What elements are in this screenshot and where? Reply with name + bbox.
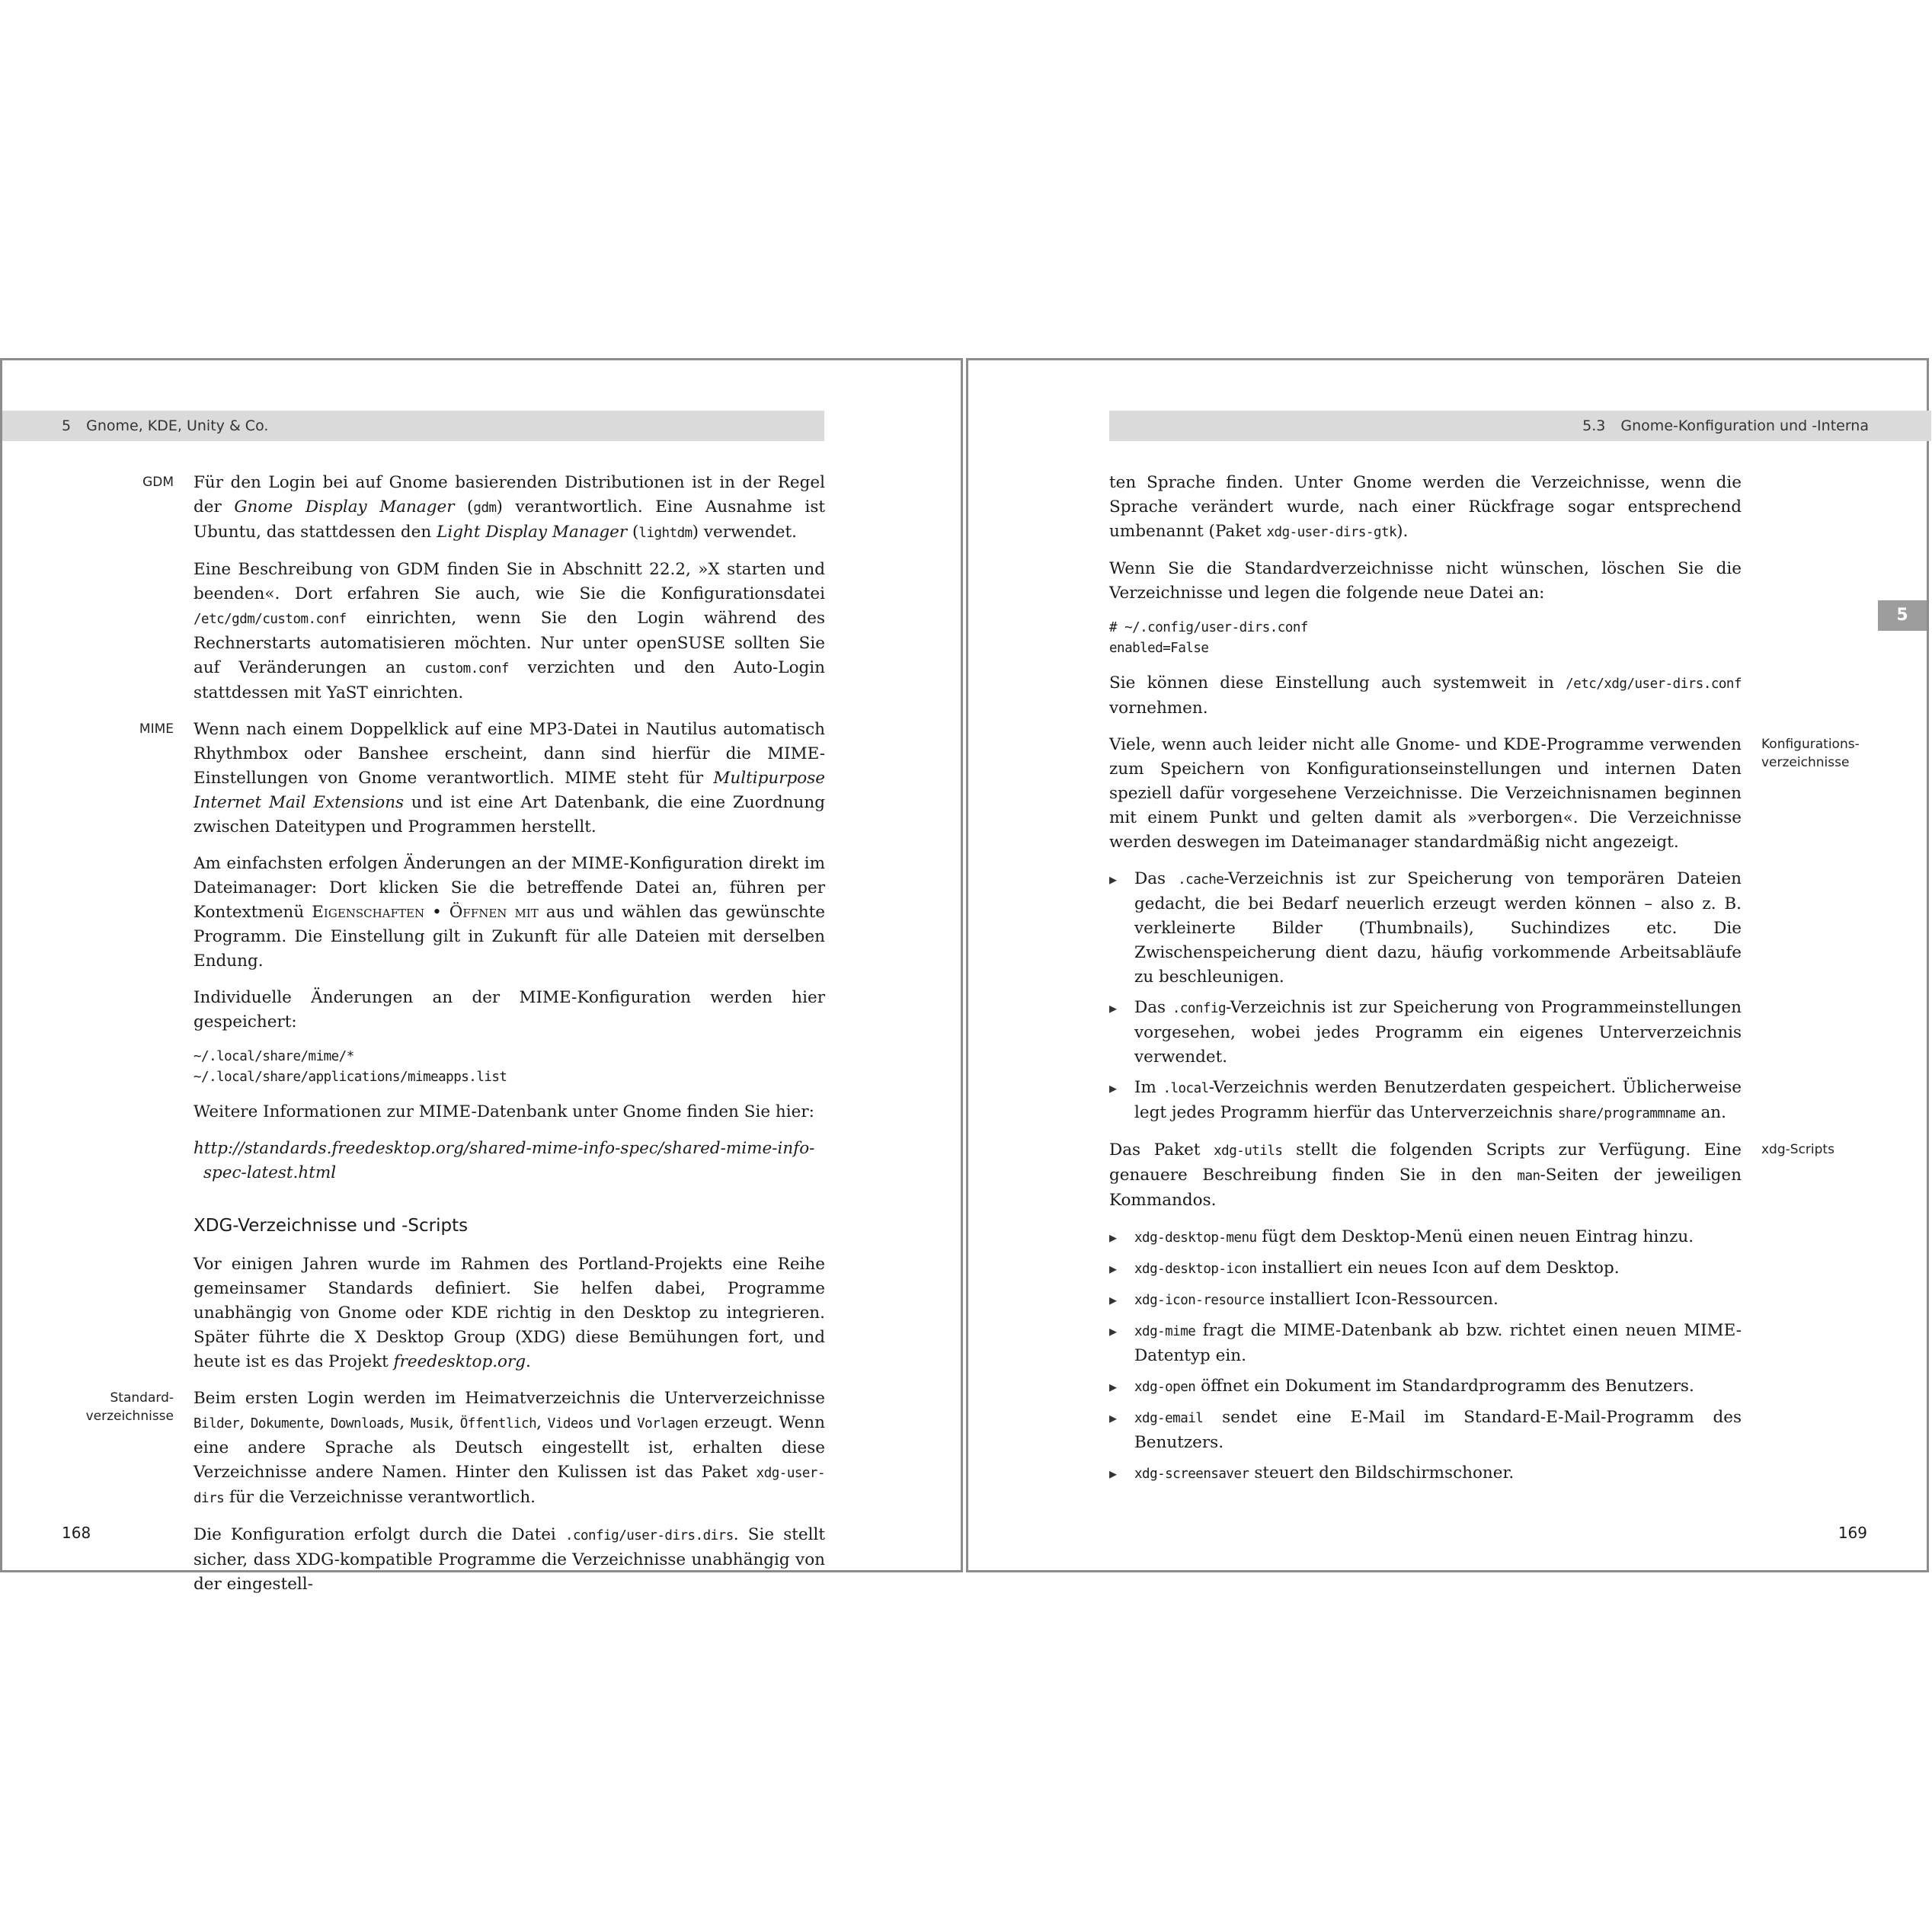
paragraph-xdg-scripts: xdg-Scripts Das Paket xdg-utils stellt die folgenden Scripts zur Verfügung. Eine genauere Beschreibung finden Sie in den man-Seiten der jeweiligen Kommandos. bbox=[1109, 1138, 1742, 1213]
bullet-list-directories bbox=[1109, 867, 1742, 1126]
paragraph-mime: MIME Wenn nach einem Doppelklick auf eine MP3-Datei in Nautilus automatisch Rhythmbox oder Banshee erscheint, dann sind hierfür die MIME-Einstellungen von Gnome verantwortlich. MIME steht für Multipurpose Internet Mail Extensions und ist eine Art Datenbank, die eine Zuordnung zwischen Dateitypen und Programmen herstellt. bbox=[194, 718, 825, 840]
margin-note-mime: MIME bbox=[139, 721, 174, 737]
list-item: ▸ xdg-mime fragt die MIME-Datenbank ab bzw. richtet einen neuen MIME-Datentyp ein. bbox=[1109, 1319, 1742, 1368]
right-page bbox=[966, 358, 1929, 1572]
margin-note-konfigurationsverzeichnisse: Konfigurations- verzeichnisse bbox=[1761, 737, 1860, 770]
list-item: ▸ xdg-icon-resource installiert Icon-Ressourcen. bbox=[1109, 1287, 1742, 1313]
section-number: 5.3 bbox=[1582, 417, 1606, 434]
paragraph-mime-4: Weitere Informationen zur MIME-Datenbank unter Gnome finden Sie hier: bbox=[194, 1102, 814, 1121]
right-body bbox=[1109, 471, 1860, 1499]
paragraph-gdm-2: Eine Beschreibung von GDM finden Sie in Abschnitt 22.2, »X starten und beenden«. Dort erfahren Sie auch, wie Sie die Konfigurationsdatei /etc/gdm/custom.conf einrichten, wenn Sie den Login während des Rechnerstarts automatisieren möchten. Nur unter openSUSE sollten Sie auf Veränderungen an custom.conf verzichten und den Auto-Login stattdessen mit YaST einrichten. bbox=[194, 560, 825, 702]
list-item: ▸ xdg-email sendet eine E-Mail im Standard-E-Mail-Programm des Benutzers. bbox=[1109, 1406, 1742, 1455]
list-item: ▸ Das .cache-Verzeichnis ist zur Speicherung von temporären Dateien gedacht, die bei Bedarf neuerlich erzeugt werden können – also z. B. verkleinerte Bilder (Thumbnails), Suchindizes etc. Die Zwischenspeicherung dient dazu, häufig vorkommende Arbeitsabläufe zu beschleunigen. bbox=[1109, 867, 1742, 990]
paragraph-standardverzeichnisse: Standard- verzeichnisse Beim ersten Login werden im Heimatverzeichnis die Unterverzeichnisse Bilder, Dokumente, Downloads, Musik, Öffentlich, Videos und Vorlagen erzeugt. Wenn eine andere Sprache als Deutsch eingestellt ist, erhalten diese Verzeichnisse andere Namen. Hinter den Kulissen ist das Paket xdg-user-dirs für die Verzeichnisse verantwortlich. bbox=[194, 1387, 825, 1511]
left-page bbox=[0, 358, 963, 1594]
list-item: ▸ Das .config-Verzeichnis ist zur Speicherung von Programmeinstellungen vorgesehen, wobei jedes Programm ein eigenes Unterverzeichnis verwendet. bbox=[1109, 996, 1742, 1070]
paragraph-konfiguration: Die Konfiguration erfolgt durch die Datei .config/user-dirs.dirs. Sie stellt sicher, dass XDG-kompatible Programme die Verzeichnisse unabhängig von der eingestell- bbox=[194, 1525, 825, 1594]
left-body bbox=[85, 471, 826, 1609]
bullet-list-scripts bbox=[1109, 1225, 1742, 1486]
chapter-title: Gnome, KDE, Unity & Co. bbox=[86, 417, 269, 434]
code-block-mime: ~/.local/share/mime/* ~/.local/share/applications/mimeapps.list bbox=[194, 1049, 507, 1085]
section-heading: XDG-Verzeichnisse und -Scripts bbox=[194, 1216, 469, 1236]
margin-note-xdg-scripts: xdg-Scripts bbox=[1761, 1142, 1834, 1157]
list-item: ▸ xdg-open öffnet ein Dokument im Standardprogramm des Benutzers. bbox=[1109, 1374, 1742, 1399]
url-link: http://standards.freedesktop.org/shared-mime-info-spec/shared-mime-info-spec-latest.html bbox=[194, 1139, 815, 1182]
paragraph-xdg: Vor einigen Jahren wurde im Rahmen des Portland-Projekts eine Reihe gemeinsamer Standards definiert. Sie helfen dabei, Programme unabhängig von Gnome oder KDE richtig in den Desktop zu integrieren. Später führte die X Desktop Group (XDG) diese Bemühungen fort, und heute ist es das Projekt freedesktop.org. bbox=[194, 1255, 825, 1371]
running-header bbox=[2, 411, 824, 441]
section-title: Gnome-Konfiguration und -Interna bbox=[1620, 417, 1869, 434]
paragraph-konfigurationsverzeichnisse: Konfigurations- verzeichnisse Viele, wenn auch leider nicht alle Gnome- und KDE-Programme verwenden zum Speichern von Konfigurationseinstellungen und internen Daten speziell dafür vorgesehene Verzeichnisse. Die Verzeichnisnamen beginnen mit einem Punkt und gelten damit als »verborgen«. Die Verzeichnisse werden deswegen im Dateimanager standardmäßig nicht angezeigt. bbox=[1109, 733, 1742, 855]
running-header bbox=[1109, 411, 1931, 441]
code-block-user-dirs: # ~/.config/user-dirs.conf enabled=False bbox=[1109, 620, 1308, 656]
list-item: ▸ xdg-desktop-icon installiert ein neues Icon auf dem Desktop. bbox=[1109, 1256, 1742, 1281]
paragraph-systemweit: Sie können diese Einstellung auch systemweit in /etc/xdg/user-dirs.conf vornehmen. bbox=[1109, 673, 1742, 718]
margin-note-standardverzeichnisse: Standard- verzeichnisse bbox=[85, 1390, 174, 1424]
list-item: ▸ xdg-screensaver steuert den Bildschirmschoner. bbox=[1109, 1461, 1742, 1486]
page-number: 169 bbox=[1838, 1524, 1867, 1542]
chapter-number: 5 bbox=[62, 417, 72, 434]
paragraph-mime-2: Am einfachsten erfolgen Änderungen an der MIME-Konfiguration direkt im Dateimanager: Dort klicken Sie die betreffende Datei an, führen per Kontextmenü Eigenschaften • Öffnen mit aus und wählen das gewünschte Programm. Die Einstellung gilt in Zukunft für alle Dateien mit derselben Endung. bbox=[194, 854, 826, 971]
paragraph-continuation: ten Sprache finden. Unter Gnome werden die Verzeichnisse, wenn die Sprache verändert wurde, nach einer Rückfrage sogar entsprechend umbenannt (Paket xdg-user-dirs-gtk). bbox=[1109, 473, 1742, 541]
margin-note-gdm: GDM bbox=[142, 475, 174, 490]
list-item: ▸ Im .local-Verzeichnis werden Benutzerdaten gespeichert. Üblicherweise legt jedes Programm hierfür das Unterverzeichnis share/programmname an. bbox=[1109, 1076, 1742, 1126]
paragraph-standard-dirs: Wenn Sie die Standardverzeichnisse nicht wünschen, löschen Sie die Verzeichnisse und legen die folgende neue Datei an: bbox=[1109, 559, 1742, 603]
chapter-tab: 5 bbox=[1878, 600, 1927, 631]
page-number: 168 bbox=[62, 1524, 91, 1542]
list-item: ▸ xdg-desktop-menu fügt dem Desktop-Menü einen neuen Eintrag hinzu. bbox=[1109, 1225, 1742, 1250]
paragraph-mime-3: Individuelle Änderungen an der MIME-Konfiguration werden hier gespeichert: bbox=[194, 988, 825, 1032]
menu-path: Eigenschaften • Öffnen mit bbox=[312, 903, 539, 922]
paragraph-gdm: GDM Für den Login bei auf Gnome basierenden Distributionen ist in der Regel der Gnome Display Manager (gdm) verantwortlich. Eine Ausnahme ist Ubuntu, das stattdessen den Light Display Manager (lightdm) verwendet. bbox=[194, 471, 825, 545]
